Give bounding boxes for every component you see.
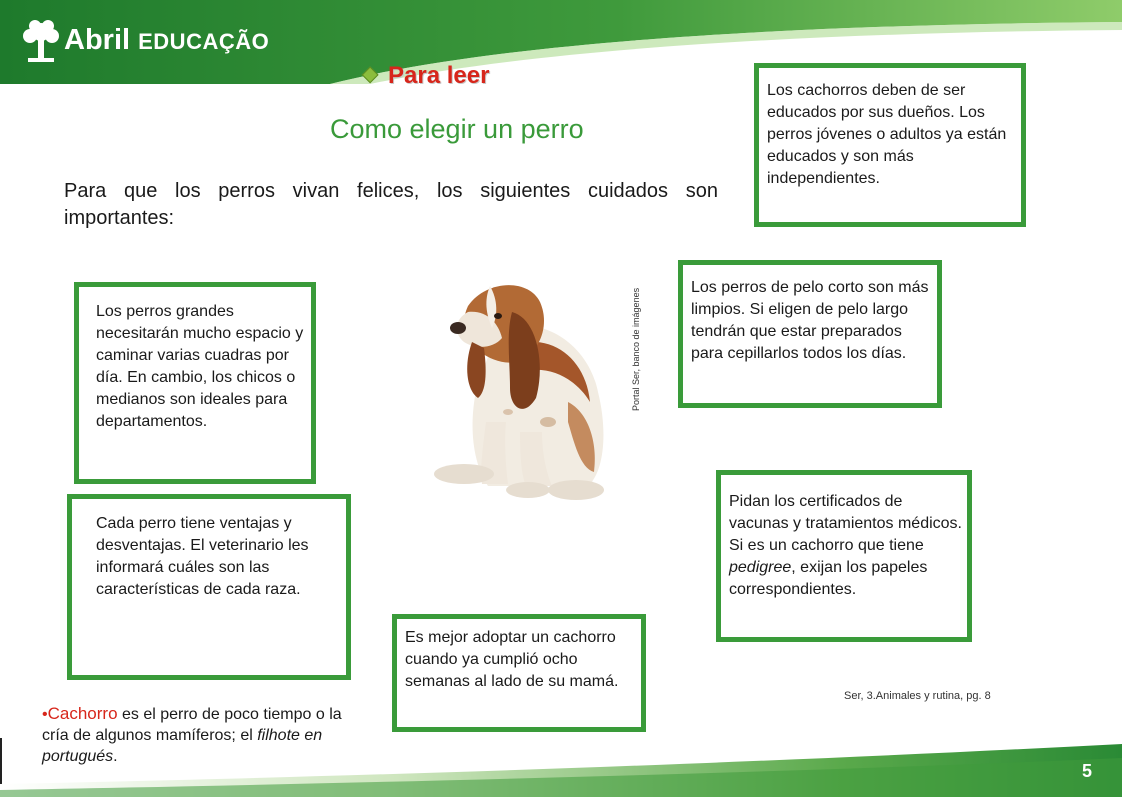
box-certificates-text xyxy=(729,491,965,601)
footer-banner xyxy=(0,744,1122,797)
source-citation: Ser, 3.Animales y rutina, pg. 8 xyxy=(844,690,991,702)
photo-credit-text: Portal Ser, banco de imágenes xyxy=(631,287,641,411)
box-advantages xyxy=(67,494,351,680)
diamond-bullet-icon xyxy=(362,66,379,83)
certificates-text-b: , exijan los papeles correspondientes. xyxy=(729,559,928,598)
certificates-emphasis: pedigree xyxy=(729,559,792,576)
basset-hound-photo xyxy=(428,272,624,512)
intro-text: Para que los perros vivan felices, los siguientes cuidados son importantes: xyxy=(64,180,718,229)
photo-credit xyxy=(631,285,645,411)
footnote-bullet: • xyxy=(42,706,48,723)
box-big-dogs xyxy=(74,282,316,484)
footnote-text-b: . xyxy=(113,748,118,765)
footnote-term: Cachorro xyxy=(47,704,118,723)
box-adopt xyxy=(392,614,646,732)
section-title xyxy=(362,62,489,90)
footer-banner-graphic xyxy=(0,744,1122,797)
box-short-hair-text: Los perros de pelo corto son más limpios. Si eligen de pelo largo tendrán que estar preparados para cepillarlos todos los días. xyxy=(691,279,929,362)
page-number: 5 xyxy=(1082,761,1093,781)
box-adopt-text: Es mejor adoptar un cachorro cuando ya cumplió ocho semanas al lado de su mamá. xyxy=(405,629,619,690)
certificates-text-a: Pidan los certificados de vacunas y tratamientos médicos. Si es un cachorro que tiene xyxy=(729,493,962,554)
section-title-text: Para leer xyxy=(388,62,490,89)
footnote-emphasis: filhote en portugués xyxy=(42,727,323,765)
logo-wordmark xyxy=(64,24,269,57)
footnote-text-a: es el perro de poco tiempo o la cría de algunos mamíferos; el xyxy=(42,706,342,744)
logo-sub: EDUCAÇÃO xyxy=(138,29,270,54)
box-big-dogs-text: Los perros grandes necesitarán mucho espacio y caminar varias cuadras por día. En cambio, los chicos o medianos son ideales para departamentos. xyxy=(96,303,304,430)
dog-illustration xyxy=(428,272,624,512)
box-short-hair xyxy=(678,260,942,408)
box-advantages-text: Cada perro tiene ventajas y desventajas. El veterinario les informará cuáles son las características de cada raza. xyxy=(96,515,309,598)
box-certificates xyxy=(716,470,972,642)
box-puppies-education xyxy=(754,63,1026,227)
logo-brand: Abril xyxy=(64,24,131,56)
box-puppies-education-text: Los cachorros deben de ser educados por sus dueños. Los perros jóvenes o adultos ya están educados y son más independientes. xyxy=(767,82,1007,187)
tree-logo-icon xyxy=(18,18,64,64)
page-title: Como elegir un perro xyxy=(330,114,584,144)
